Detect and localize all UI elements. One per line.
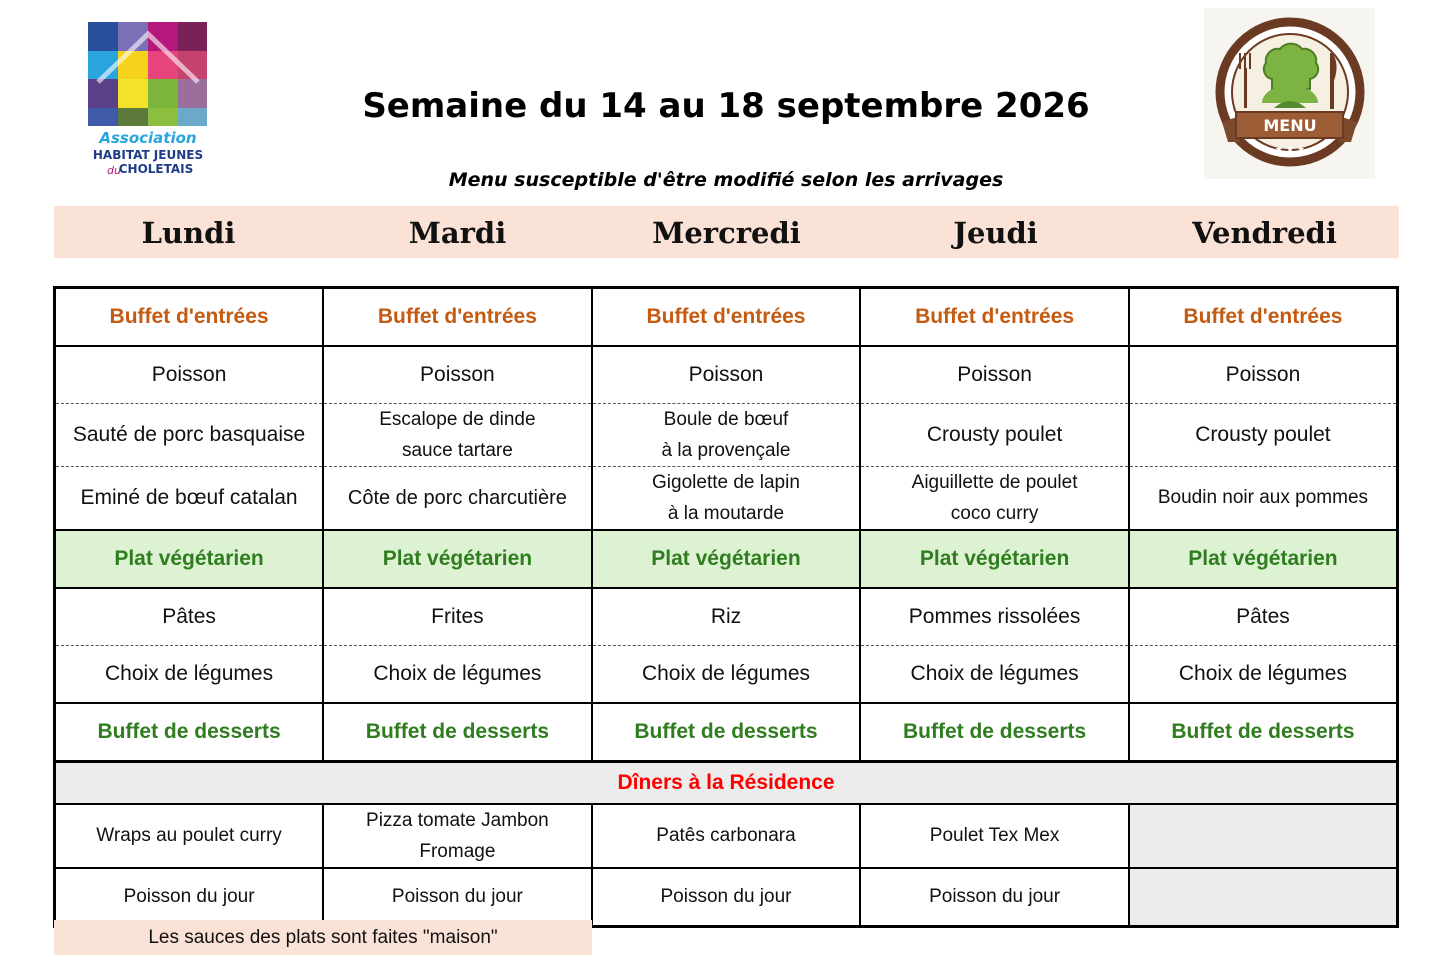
menu-logo-label: MENU: [1263, 116, 1317, 135]
empty-cell: [1129, 868, 1398, 927]
side-row: [55, 588, 1398, 646]
menu-cell: Buffet d'entrées: [55, 288, 324, 347]
dish-line: Escalope de dinde: [379, 409, 536, 430]
menu-cell: Buffet d'entrées: [860, 288, 1129, 347]
logo-line3: du: [107, 164, 121, 177]
dish-line: Patês carbonara: [656, 825, 796, 846]
dish-line: Wraps au poulet curry: [96, 825, 282, 846]
starters-row: [55, 288, 1398, 347]
day-friday: Vendredi: [1192, 216, 1337, 250]
logo-line2: HABITAT JEUNES: [92, 148, 204, 162]
dish-line: Poulet Tex Mex: [929, 825, 1060, 846]
page-title: Semaine du 14 au 18 septembre 2026: [362, 86, 1090, 126]
menu-cell: Frites: [323, 588, 592, 646]
menu-cell: Buffet d'entrées: [323, 288, 592, 347]
dish-line: à la moutarde: [667, 503, 785, 524]
menu-cell: Poisson: [1129, 346, 1398, 404]
menu-cell: [55, 804, 324, 868]
dish-line: à la provençale: [661, 440, 791, 461]
menu-cell: Buffet de desserts: [55, 703, 324, 762]
menu-cell: Buffet de desserts: [592, 703, 861, 762]
main2-row: [55, 467, 1398, 531]
main1-row: [55, 404, 1398, 467]
menu-cell: Buffet de desserts: [1129, 703, 1398, 762]
dish-line: Crousty poulet: [926, 423, 1063, 446]
menu-cell: Plat végétarien: [592, 530, 861, 588]
dinner2-row: [55, 868, 1398, 927]
menu-cell: Buffet de desserts: [860, 703, 1129, 762]
menu-cell: [860, 804, 1129, 868]
menu-cell: Pâtes: [55, 588, 324, 646]
menu-cell: [323, 404, 592, 467]
menu-cell: Buffet d'entrées: [592, 288, 861, 347]
dish-line: coco curry: [950, 503, 1039, 524]
menu-cell: Choix de légumes: [55, 646, 324, 704]
menu-table: [53, 286, 1399, 928]
dish-line: Gigolette de lapin: [652, 472, 800, 493]
menu-cell: [1129, 404, 1398, 467]
menu-cell: Poisson du jour: [592, 868, 861, 927]
menu-cell: [592, 404, 861, 467]
menu-cell: [323, 804, 592, 868]
dinner-header-row: [55, 762, 1398, 805]
fish-row: [55, 346, 1398, 404]
dish-line: Crousty poulet: [1195, 423, 1331, 446]
dish-line: Fromage: [419, 841, 496, 862]
dish-line: Boule de bœuf: [663, 409, 789, 430]
day-monday: Lundi: [141, 216, 236, 250]
logo-line1: Association: [99, 129, 197, 147]
menu-cell: Choix de légumes: [860, 646, 1129, 704]
menu-cell: Riz: [592, 588, 861, 646]
menu-cell: Plat végétarien: [323, 530, 592, 588]
day-wednesday: Mercredi: [652, 216, 801, 250]
logo-line4: CHOLETAIS: [118, 162, 194, 176]
dinner-header: Dîners à la Résidence: [55, 762, 1398, 805]
menu-cell: [592, 804, 861, 868]
dish-line: Pizza tomate Jambon: [366, 810, 549, 831]
menu-cell: [55, 404, 324, 467]
dish-line: Côte de porc charcutière: [347, 486, 567, 509]
day-thursday: Jeudi: [953, 216, 1038, 250]
menu-cell: Poisson du jour: [860, 868, 1129, 927]
menu-cell: Choix de légumes: [592, 646, 861, 704]
menu-cell: [860, 467, 1129, 531]
menu-cell: Poisson du jour: [323, 868, 592, 927]
menu-cell: Plat végétarien: [860, 530, 1129, 588]
menu-cell: [323, 467, 592, 531]
dish-line: Eminé de bœuf catalan: [80, 486, 298, 509]
menu-cell: Poisson: [55, 346, 324, 404]
menu-cell: Pommes rissolées: [860, 588, 1129, 646]
empty-cell: [1129, 804, 1398, 868]
menu-cell: Choix de légumes: [323, 646, 592, 704]
dish-line: Boudin noir aux pommes: [1157, 487, 1369, 508]
footer-note: Les sauces des plats sont faites "maison": [54, 920, 592, 955]
page-subtitle: Menu susceptible d'être modifié selon les arrivages: [448, 169, 1004, 191]
days-header: [54, 206, 1399, 258]
menu-cell: Poisson du jour: [55, 868, 324, 927]
menu-cell: Poisson: [323, 346, 592, 404]
menu-cell: Choix de légumes: [1129, 646, 1398, 704]
menu-cell: Buffet d'entrées: [1129, 288, 1398, 347]
desserts-row: [55, 703, 1398, 762]
menu-cell: Plat végétarien: [55, 530, 324, 588]
menu-cell: [1129, 467, 1398, 531]
dish-line: Sauté de porc basquaise: [72, 423, 306, 446]
dish-line: sauce tartare: [401, 440, 513, 461]
vegetarian-row: [55, 530, 1398, 588]
menu-cell: Pâtes: [1129, 588, 1398, 646]
menu-cell: Plat végétarien: [1129, 530, 1398, 588]
menu-cell: Poisson: [592, 346, 861, 404]
menu-cell: [55, 467, 324, 531]
menu-cell: Poisson: [860, 346, 1129, 404]
svg-text:★ ★ ★: ★ ★ ★: [1275, 145, 1305, 155]
menu-cell: [592, 467, 861, 531]
dinner1-row: [55, 804, 1398, 868]
day-tuesday: Mardi: [408, 216, 507, 250]
menu-cell: [860, 404, 1129, 467]
dish-line: Aiguillette de poulet: [911, 472, 1078, 493]
menu-cell: Buffet de desserts: [323, 703, 592, 762]
vegetables-row: [55, 646, 1398, 704]
